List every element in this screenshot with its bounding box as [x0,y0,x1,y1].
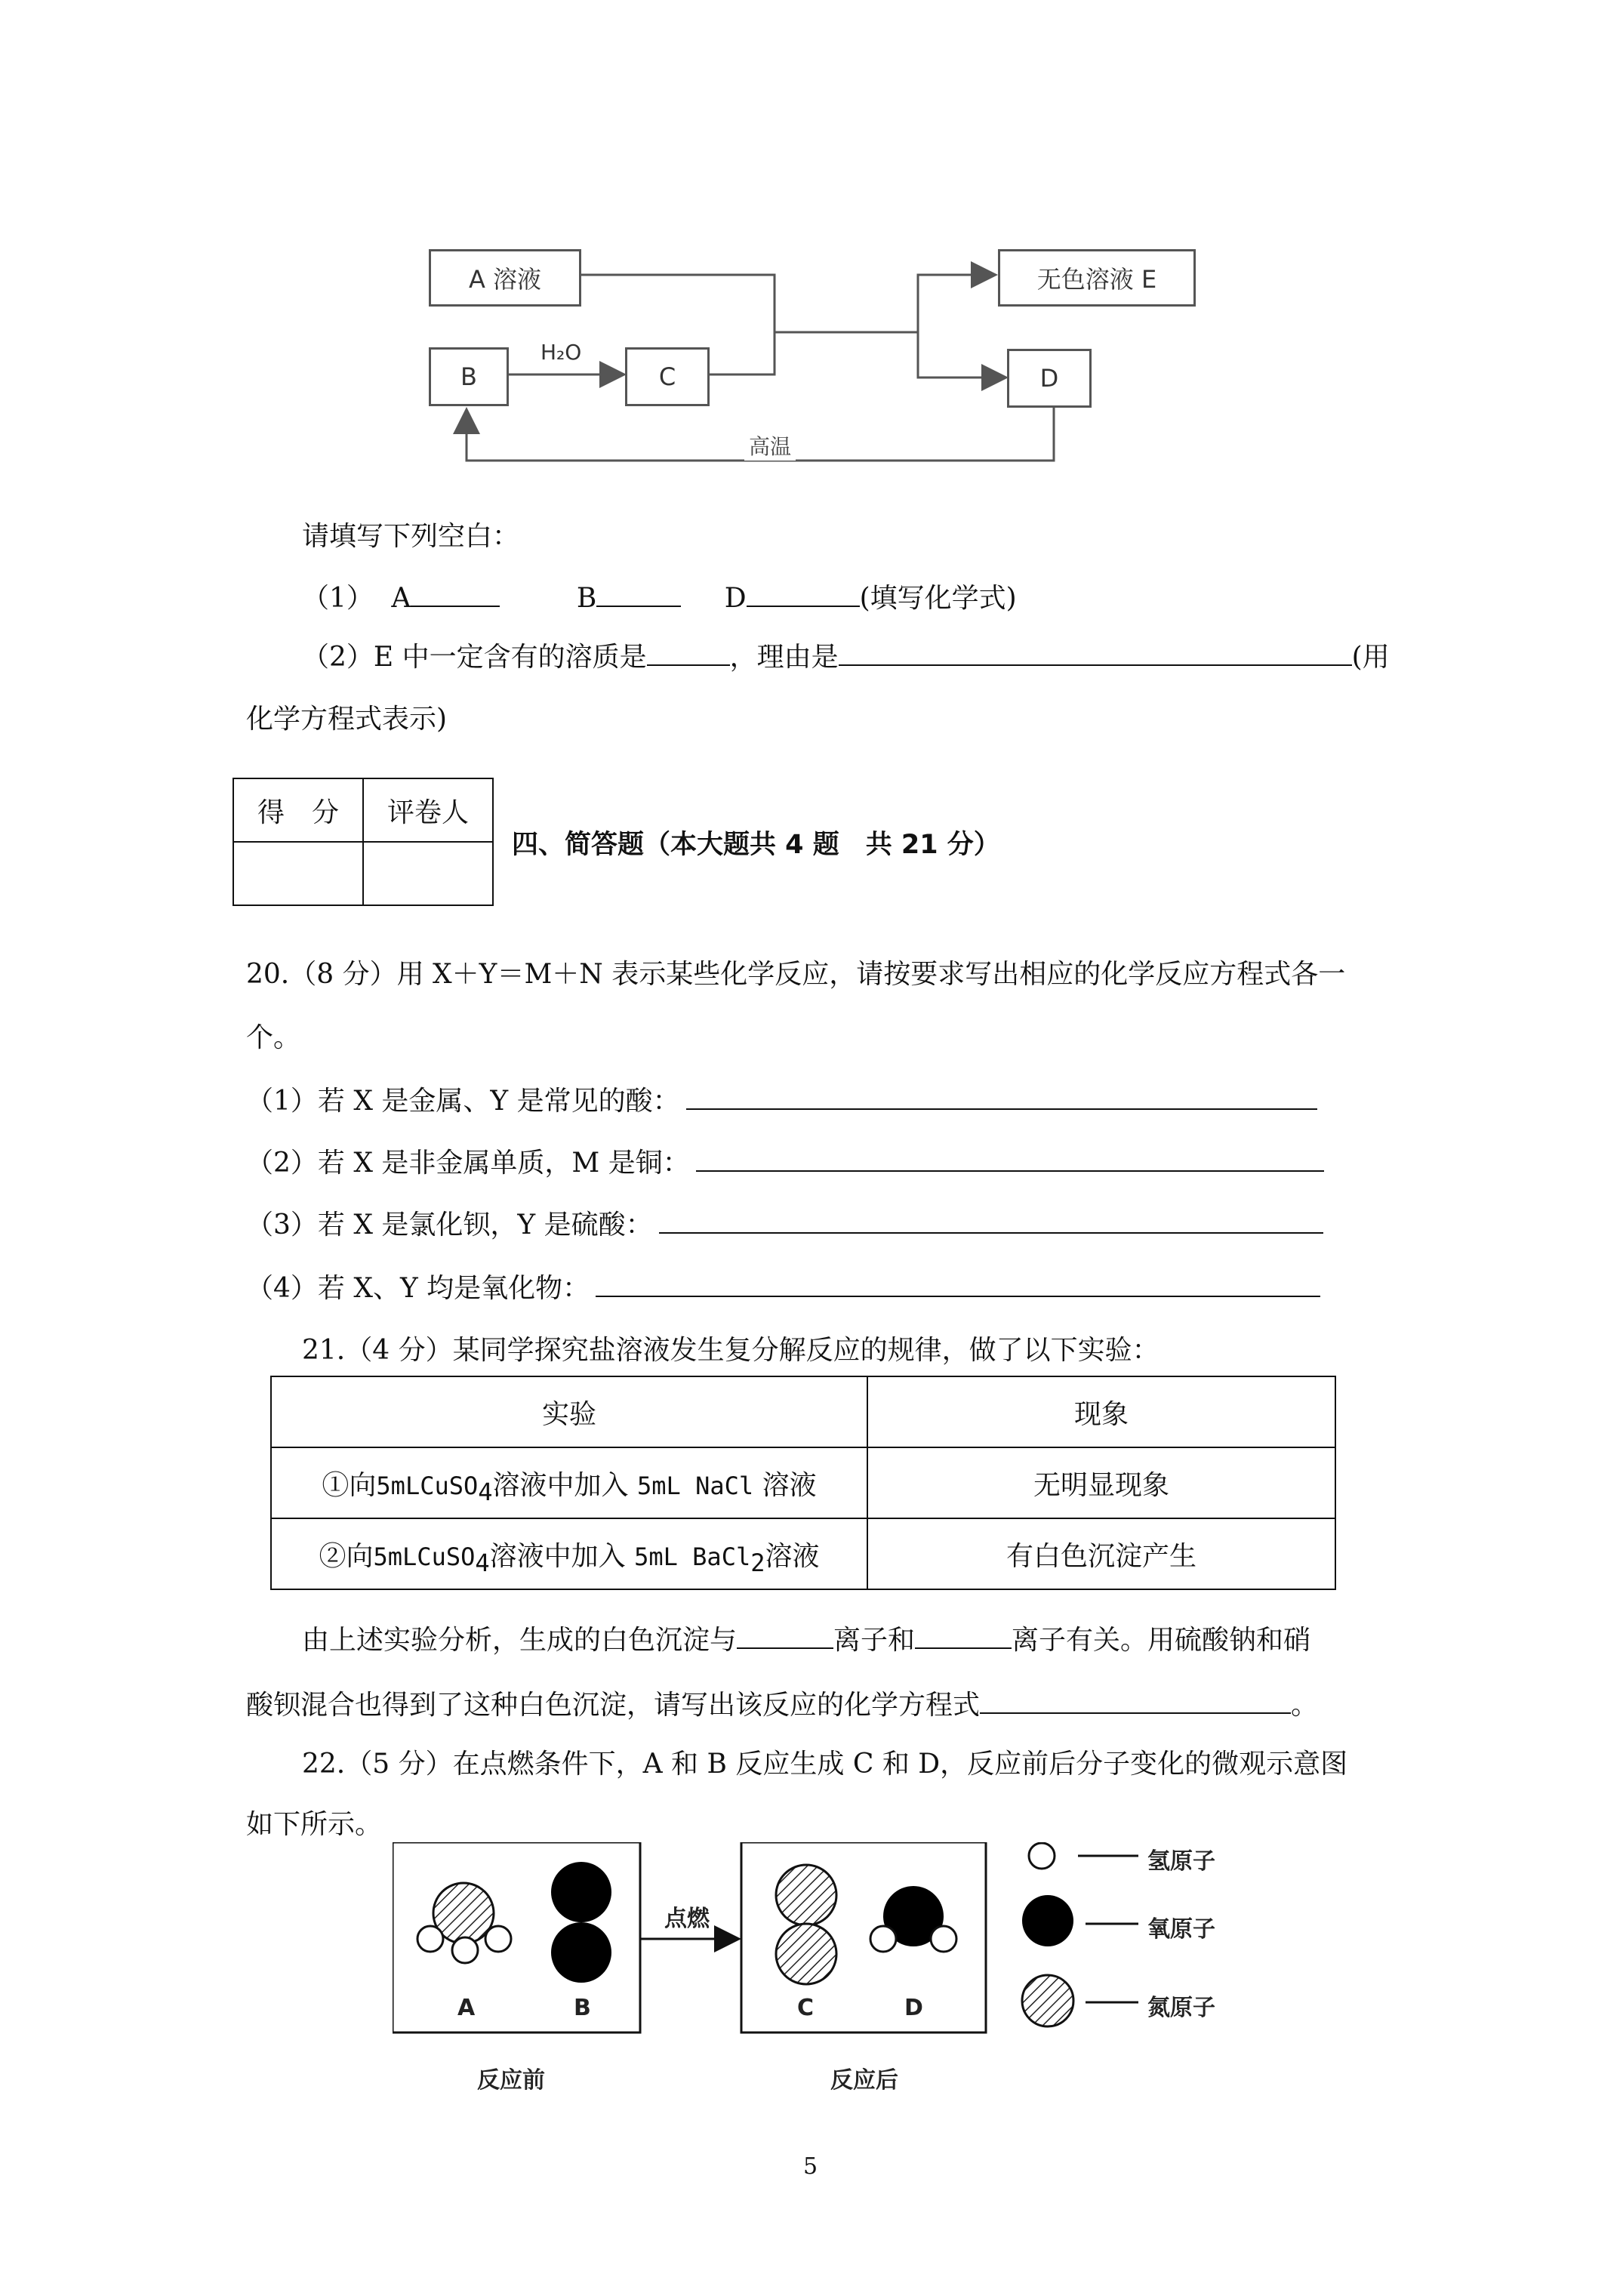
q20-item3-text: （3）若 X 是氯化钡，Y 是硫酸： [246,1210,653,1240]
box-d-label: D [1039,364,1059,393]
label-a: A [457,1995,476,2021]
experiment-table [270,1376,1336,1590]
score-cell-score[interactable] [233,842,363,905]
q19-part2-line2: 化学方程式表示) [246,704,448,735]
label-before-reaction: 反应前 [477,2067,545,2094]
row1-observation: 无明显现象 [867,1447,1335,1518]
q19-part2-tail: (用 [1351,642,1390,673]
answer-blank-equation[interactable] [980,1687,1291,1714]
answer-blank-reason[interactable] [839,639,1352,666]
row2-bacl: 5mL BaCl [634,1542,751,1571]
row1-prefix: ①向 [322,1469,377,1501]
table-header-row [271,1376,1335,1447]
q20-item2 [246,1145,1324,1180]
q21-stem: 21.（4 分）某同学探究盐溶液发生复分解反应的规律，做了以下实验： [302,1335,1160,1366]
row2-observation: 有白色沉淀产生 [867,1518,1335,1589]
answer-blank-a[interactable] [411,580,500,607]
box-d [1007,349,1092,408]
answer-blank-solute[interactable] [647,639,730,666]
row2-prefix: ②向 [319,1540,374,1572]
q20-item4 [246,1270,1320,1305]
q20-stem-line1: 20.（8 分）用 X＋Y＝M＋N 表示某些化学反应，请按要求写出相应的化学反应方程式各一 [246,959,1346,990]
q19-part2 [302,639,1390,674]
legend-nitrogen-atom: 氮原子 [1147,1995,1215,2021]
q21-analysis-c: 离子有关。用硫酸钠和硝 [1012,1625,1311,1656]
box-b-label: B [460,362,477,391]
row1-experiment [271,1447,867,1518]
q21-analysis-line2 [246,1687,1318,1722]
row1-cuso4: 5mLCuSO [376,1471,479,1500]
header-experiment: 实验 [271,1376,867,1447]
box-e-colorless-solution [998,249,1196,307]
score-table [233,778,494,906]
q19-intro: 请填写下列空白： [302,521,520,552]
box-b [429,347,509,406]
q19-part1 [302,580,1017,615]
answer-blank-b[interactable] [596,580,681,607]
row1-mid: 溶液中加入 [492,1469,629,1501]
row2-mid: 溶液中加入 [489,1540,626,1572]
q20-item1-text: （1）若 X 是金属、Y 是常见的酸： [246,1086,680,1117]
row2-suffix: 溶液 [765,1540,820,1572]
q21-analysis-a: 由上述实验分析，生成的白色沉淀与 [302,1625,738,1656]
row2-cuso4: 5mLCuSO [373,1542,476,1571]
score-header-grader: 评卷人 [363,778,493,842]
answer-line-q20-3[interactable] [659,1207,1323,1234]
molecule-drawing [393,1842,1298,2099]
q20-item3 [246,1207,1323,1242]
q22-stem-line1: 22.（5 分）在点燃条件下，A 和 B 反应生成 C 和 D，反应前后分子变化的微观示意图 [302,1749,1348,1780]
q19-part1-number: （1） [302,583,374,614]
score-header-score: 得 分 [233,778,363,842]
row1-cuso4-sub: 4 [478,1477,493,1506]
answer-blank-d[interactable] [747,580,860,607]
q20-item1 [246,1083,1317,1118]
label-after-reaction: 反应后 [830,2067,898,2094]
q20-item2-text: （2）若 X 是非金属单质，M 是铜： [246,1148,690,1179]
box-a-label: A 溶液 [468,265,542,294]
table-row [271,1518,1335,1589]
answer-line-q20-1[interactable] [686,1083,1317,1110]
answer-blank-ion2[interactable] [915,1622,1012,1649]
section-4-title: 四、简答题（本大题共 4 题 共 21 分） [512,830,1000,860]
molecule-diagram [393,1842,1298,2099]
box-c [625,347,710,406]
label-b: B [574,1995,591,2021]
q20-item4-text: （4）若 X、Y 均是氧化物： [246,1273,590,1304]
q19-part1-note: (填写化学式) [859,583,1017,614]
q21-analysis-e: 。 [1291,1690,1319,1721]
arrow-label-h2o: H₂O [540,340,582,365]
answer-blank-ion1[interactable] [737,1622,833,1649]
row2-cuso4-sub: 4 [475,1548,490,1577]
row2-experiment [271,1518,867,1589]
flow-diagram [420,227,1212,476]
table-row [271,1447,1335,1518]
label-d: D [904,1995,923,2021]
q19-part2-text: （2）E 中一定含有的溶质是 [302,642,647,673]
legend-oxygen-atom: 氧原子 [1147,1916,1215,1943]
answer-line-q20-4[interactable] [596,1270,1320,1297]
arrow-label-ignite: 点燃 [664,1906,710,1932]
q21-analysis-d: 酸钡混合也得到了这种白色沉淀，请写出该反应的化学方程式 [246,1690,981,1721]
box-a-solution [429,249,581,307]
q19-part2-reason: ，理由是 [729,642,839,673]
q22-stem-line2: 如下所示。 [246,1809,383,1840]
legend-hydrogen-atom: 氢原子 [1147,1848,1215,1875]
box-c-label: C [658,362,676,391]
q20-stem-line2: 个。 [246,1022,301,1053]
score-cell-grader[interactable] [363,842,493,905]
page-number: 5 [803,2153,818,2180]
row2-bacl-sub: 2 [750,1548,765,1577]
q21-analysis-line1 [302,1622,1310,1657]
q21-analysis-b: 离子和 [833,1625,916,1656]
header-observation: 现象 [867,1376,1335,1447]
q19-d-label: D [724,583,747,614]
box-e-label: 无色溶液 E [1036,265,1157,294]
q19-b-label: B [576,583,597,614]
row1-suffix: 溶液 [762,1469,817,1501]
label-c: C [797,1995,815,2021]
q19-a-label: A [391,583,411,614]
row1-nacl: 5mL NaCl [637,1471,754,1500]
answer-line-q20-2[interactable] [696,1145,1324,1172]
arrow-label-high-temp: 高温 [744,430,796,461]
